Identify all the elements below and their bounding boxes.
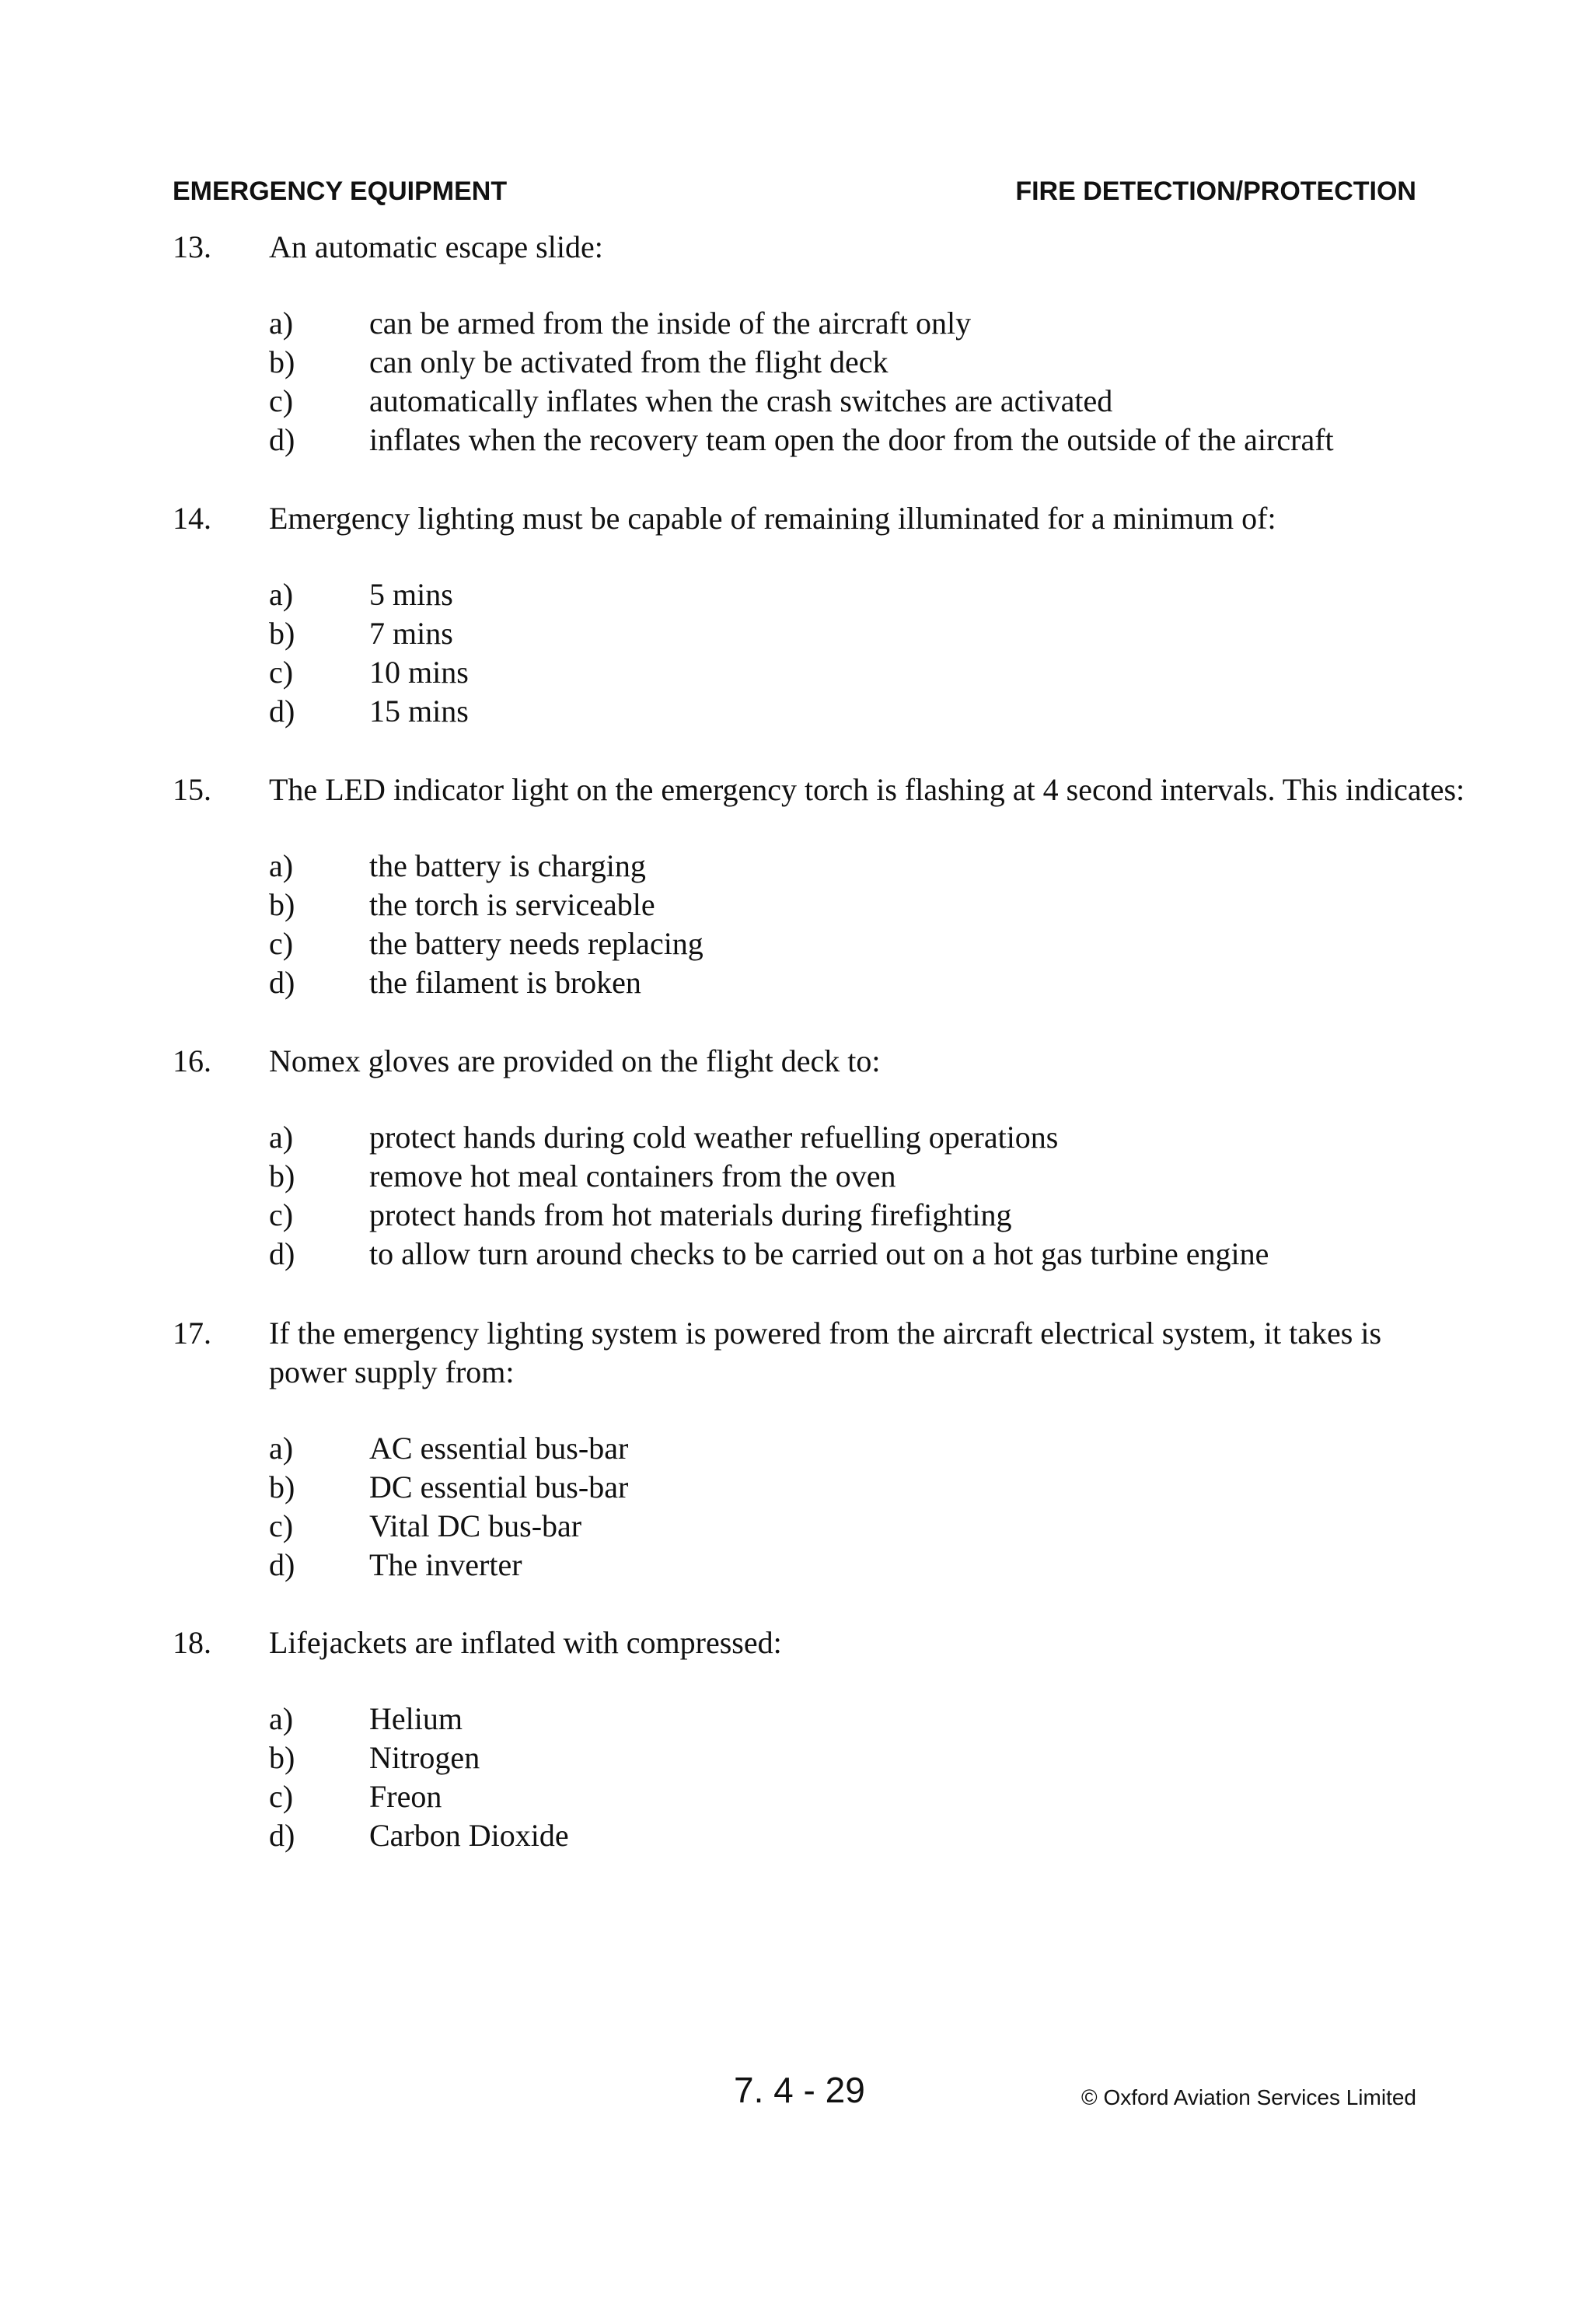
option-a (0, 575, 1592, 614)
option-list (0, 847, 1592, 1002)
question-stem: If the emergency lighting system is powered from the aircraft electrical system, it takes is power supply from: (269, 1316, 1382, 1389)
option-letter: c) (269, 1779, 294, 1814)
option-letter: d) (269, 422, 295, 457)
option-a (0, 1429, 1592, 1468)
option-letter: a) (269, 306, 294, 341)
question-stem: The LED indicator light on the emergency torch is flashing at 4 second intervals. This indicates: (269, 772, 1465, 807)
question-number: 17. (173, 1316, 211, 1351)
running-header-left: EMERGENCY EQUIPMENT (173, 176, 508, 206)
option-b (0, 1157, 1592, 1196)
copyright-notice: © Oxford Aviation Services Limited (1081, 2085, 1416, 2109)
option-d (0, 692, 1592, 731)
option-a (0, 304, 1592, 343)
option-text: Freon (369, 1779, 442, 1814)
option-d (0, 1546, 1592, 1585)
option-c (0, 924, 1592, 963)
question-number: 16. (173, 1043, 211, 1078)
option-text: protect hands from hot materials during firefighting (369, 1197, 1012, 1232)
question-number: 13. (173, 229, 211, 264)
option-text: 7 mins (369, 616, 453, 651)
option-letter: c) (269, 1197, 294, 1232)
option-letter: d) (269, 965, 295, 1000)
running-header-right: FIRE DETECTION/PROTECTION (1015, 176, 1416, 206)
option-text: AC essential bus-bar (369, 1431, 629, 1466)
question-stem: Nomex gloves are provided on the flight deck to: (269, 1043, 881, 1078)
option-letter: c) (269, 1508, 294, 1543)
option-text: protect hands during cold weather refuelling operations (369, 1120, 1059, 1155)
option-b (0, 343, 1592, 382)
option-text: inflates when the recovery team open the door from the outside of the aircraft (369, 422, 1334, 457)
option-text: can be armed from the inside of the aircraft only (369, 306, 972, 341)
option-b (0, 614, 1592, 653)
option-text: 15 mins (369, 694, 469, 729)
option-b (0, 1468, 1592, 1507)
option-text: Carbon Dioxide (369, 1818, 569, 1853)
option-a (0, 1118, 1592, 1157)
option-c (0, 1777, 1592, 1816)
option-text: the battery needs replacing (369, 926, 703, 961)
option-text: remove hot meal containers from the oven (369, 1159, 896, 1193)
option-b (0, 1739, 1592, 1777)
option-letter: a) (269, 848, 294, 883)
option-list (0, 1700, 1592, 1855)
question-number: 15. (173, 772, 211, 807)
option-letter: b) (269, 344, 295, 379)
option-letter: c) (269, 926, 294, 961)
option-a (0, 847, 1592, 886)
option-c (0, 382, 1592, 421)
option-letter: d) (269, 1236, 295, 1271)
question-number: 18. (173, 1625, 211, 1660)
option-text: automatically inflates when the crash switches are activated (369, 383, 1113, 418)
option-text: to allow turn around checks to be carried out on a hot gas turbine engine (369, 1236, 1269, 1271)
option-d (0, 421, 1592, 460)
question-stem: An automatic escape slide: (269, 229, 603, 264)
option-letter: c) (269, 383, 294, 418)
option-letter: d) (269, 1818, 295, 1853)
option-text: Vital DC bus-bar (369, 1508, 582, 1543)
option-list (0, 575, 1592, 731)
option-c (0, 1507, 1592, 1546)
option-text: DC essential bus-bar (369, 1470, 629, 1504)
option-list (0, 1429, 1592, 1585)
option-letter: c) (269, 655, 294, 690)
option-letter: a) (269, 1701, 294, 1736)
question-stem: Lifejackets are inflated with compressed: (269, 1625, 782, 1660)
option-c (0, 1196, 1592, 1235)
option-a (0, 1700, 1592, 1739)
option-text: the filament is broken (369, 965, 641, 1000)
option-letter: a) (269, 1431, 294, 1466)
option-letter: b) (269, 1159, 295, 1193)
question-number: 14. (173, 501, 211, 536)
page-number: 7. 4 - 29 (734, 2070, 865, 2110)
option-list (0, 1118, 1592, 1274)
option-text: can only be activated from the flight deck (369, 344, 889, 379)
option-text: the torch is serviceable (369, 887, 655, 922)
option-letter: b) (269, 616, 295, 651)
question-stem: Emergency lighting must be capable of remaining illuminated for a minimum of: (269, 501, 1276, 536)
option-letter: d) (269, 694, 295, 729)
option-text: Helium (369, 1701, 463, 1736)
option-letter: a) (269, 1120, 294, 1155)
option-c (0, 653, 1592, 692)
option-list (0, 304, 1592, 460)
option-letter: b) (269, 1740, 295, 1775)
option-d (0, 963, 1592, 1002)
option-text: The inverter (369, 1547, 522, 1582)
option-letter: a) (269, 577, 294, 612)
option-d (0, 1235, 1592, 1274)
option-letter: b) (269, 887, 295, 922)
option-text: 5 mins (369, 577, 453, 612)
option-b (0, 886, 1592, 924)
option-text: the battery is charging (369, 848, 646, 883)
option-letter: b) (269, 1470, 295, 1504)
option-text: Nitrogen (369, 1740, 480, 1775)
option-letter: d) (269, 1547, 295, 1582)
option-d (0, 1816, 1592, 1855)
option-text: 10 mins (369, 655, 469, 690)
